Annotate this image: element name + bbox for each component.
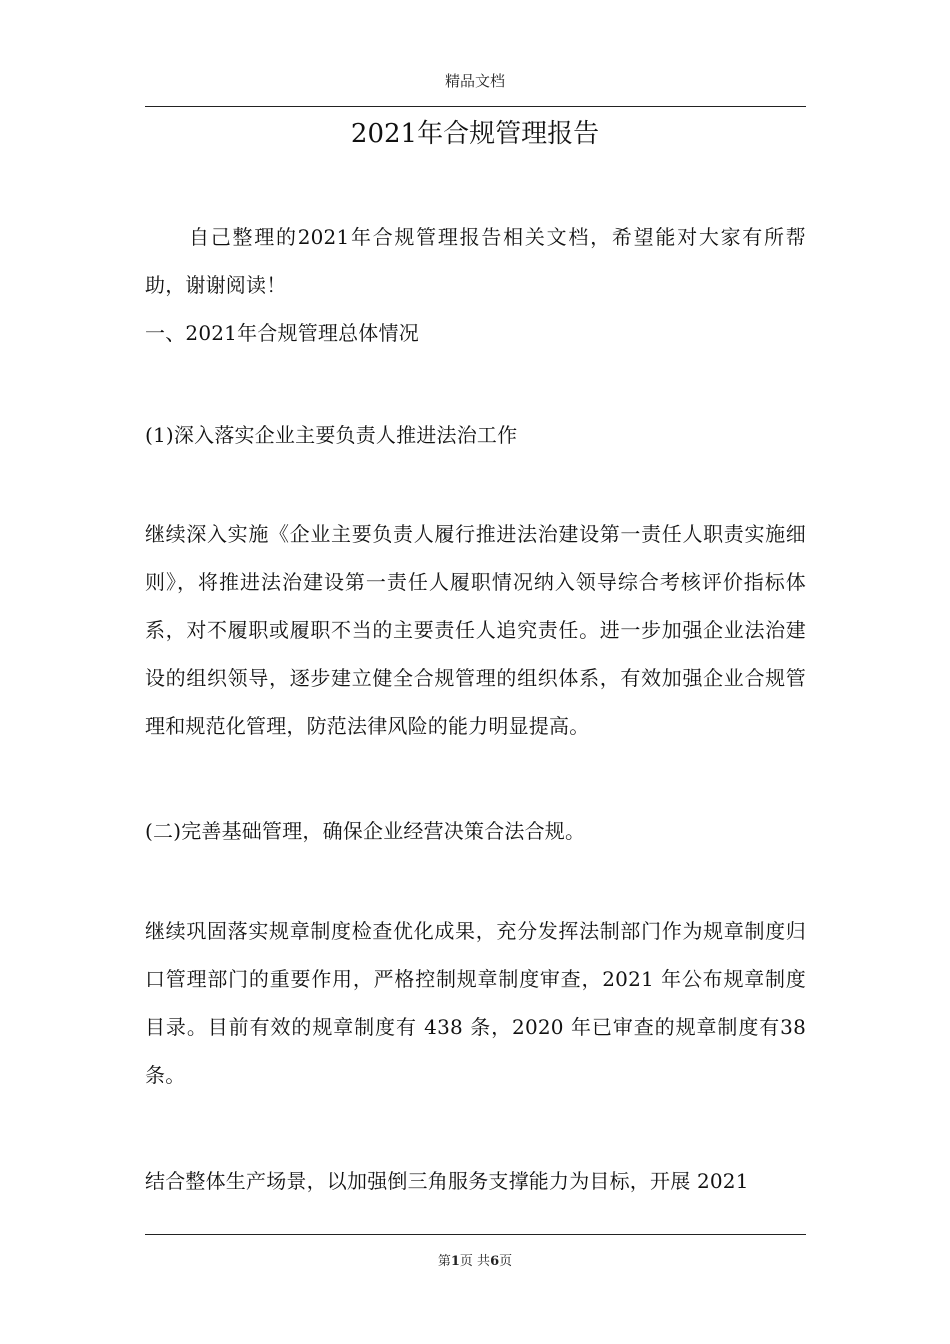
page-footer bbox=[0, 1250, 950, 1269]
subsection-heading-1: (1)深入落实企业主要负责人推进法治工作 bbox=[145, 423, 518, 447]
section-heading: 一、2021年合规管理总体情况 bbox=[145, 321, 419, 345]
subsection-heading-2: (二)完善基础管理，确保企业经营决策合法合规。 bbox=[145, 819, 586, 843]
footer-mid: 页 共 bbox=[459, 1254, 491, 1269]
footer-divider bbox=[145, 1234, 806, 1235]
paragraph-3: 结合整体生产场景，以加强倒三角服务支撑能力为目标，开展 2021 bbox=[145, 1169, 749, 1193]
paragraph-1-block bbox=[145, 510, 806, 750]
document-body bbox=[145, 213, 806, 357]
header-label: 精品文档 bbox=[444, 72, 505, 90]
paragraph-2: 继续巩固落实规章制度检查优化成果，充分发挥法制部门作为规章制度归口管理部门的重要作用，严格控制规章制度审查，2021 年公布规章制度目录。目前有效的规章制度有 438 条，2020 年已审查的规章制度有38条。 bbox=[145, 919, 806, 1087]
subsection-1 bbox=[145, 411, 806, 459]
intro-paragraph: 自己整理的2021年合规管理报告相关文档，希望能对大家有所帮助，谢谢阅读！ bbox=[145, 225, 806, 297]
header-divider bbox=[145, 106, 806, 107]
paragraph-3-block bbox=[145, 1157, 806, 1205]
paragraph-2-block bbox=[145, 907, 806, 1099]
document-title: 2021年合规管理报告 bbox=[350, 119, 600, 149]
total-page-count: 6 bbox=[490, 1254, 500, 1269]
subsection-2 bbox=[145, 807, 806, 855]
paragraph-1: 继续深入实施《企业主要负责人履行推进法治建设第一责任人职责实施细则》，将推进法治建设第一责任人履职情况纳入领导综合考核评价指标体系，对不履职或履职不当的主要责任人追究责任。进一步加强企业法治建设的组织领导，逐步建立健全合规管理的组织体系，有效加强企业合规管理和规范化管理，防范法律风险的能力明显提高。 bbox=[145, 522, 806, 738]
footer-prefix: 第 bbox=[437, 1254, 451, 1269]
current-page-number: 1 bbox=[450, 1254, 460, 1269]
footer-suffix: 页 bbox=[499, 1254, 513, 1269]
